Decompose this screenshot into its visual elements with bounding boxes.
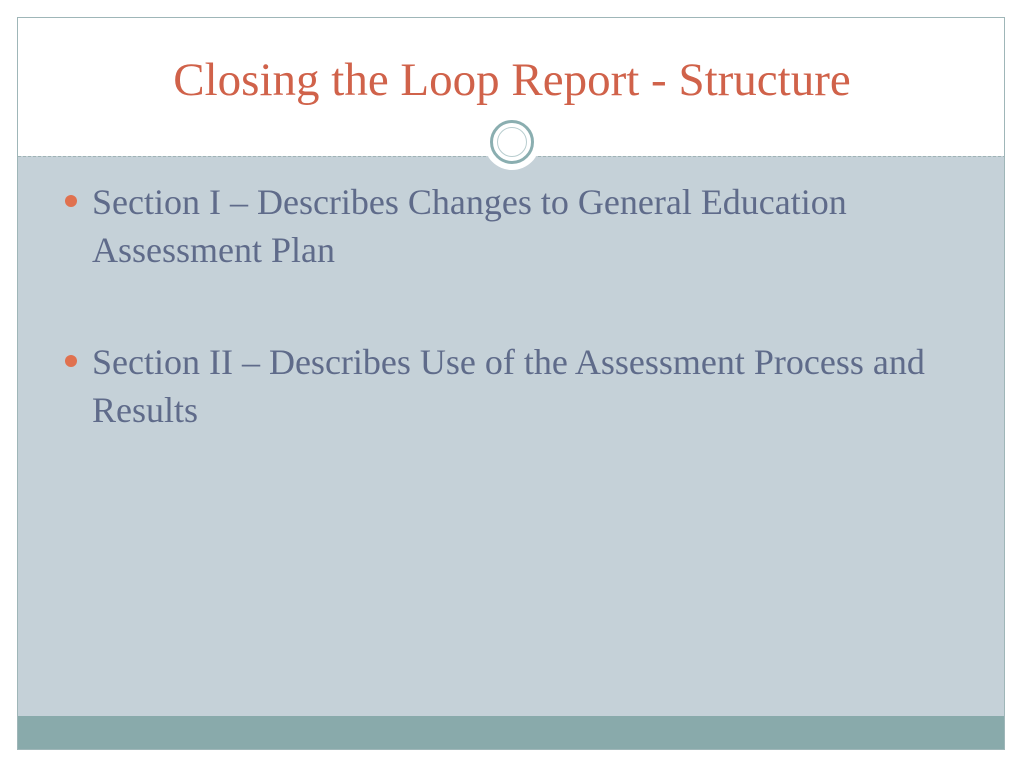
bullet-dot-icon [65, 195, 77, 207]
bullet-item [64, 338, 944, 434]
bullet-dot-icon [65, 355, 77, 367]
slide-title: Closing the Loop Report - Structure [173, 54, 851, 106]
emblem-ring [490, 120, 534, 164]
bullet-list [64, 178, 944, 498]
bullet-item [64, 178, 944, 274]
bullet-text: Section I – Describes Changes to General Education Assessment Plan [92, 182, 847, 270]
footer-bar [18, 716, 1005, 750]
bullet-text: Section II – Describes Use of the Assessment Process and Results [92, 342, 925, 430]
emblem-inner-ring [497, 127, 527, 157]
circle-emblem-icon [484, 114, 540, 170]
